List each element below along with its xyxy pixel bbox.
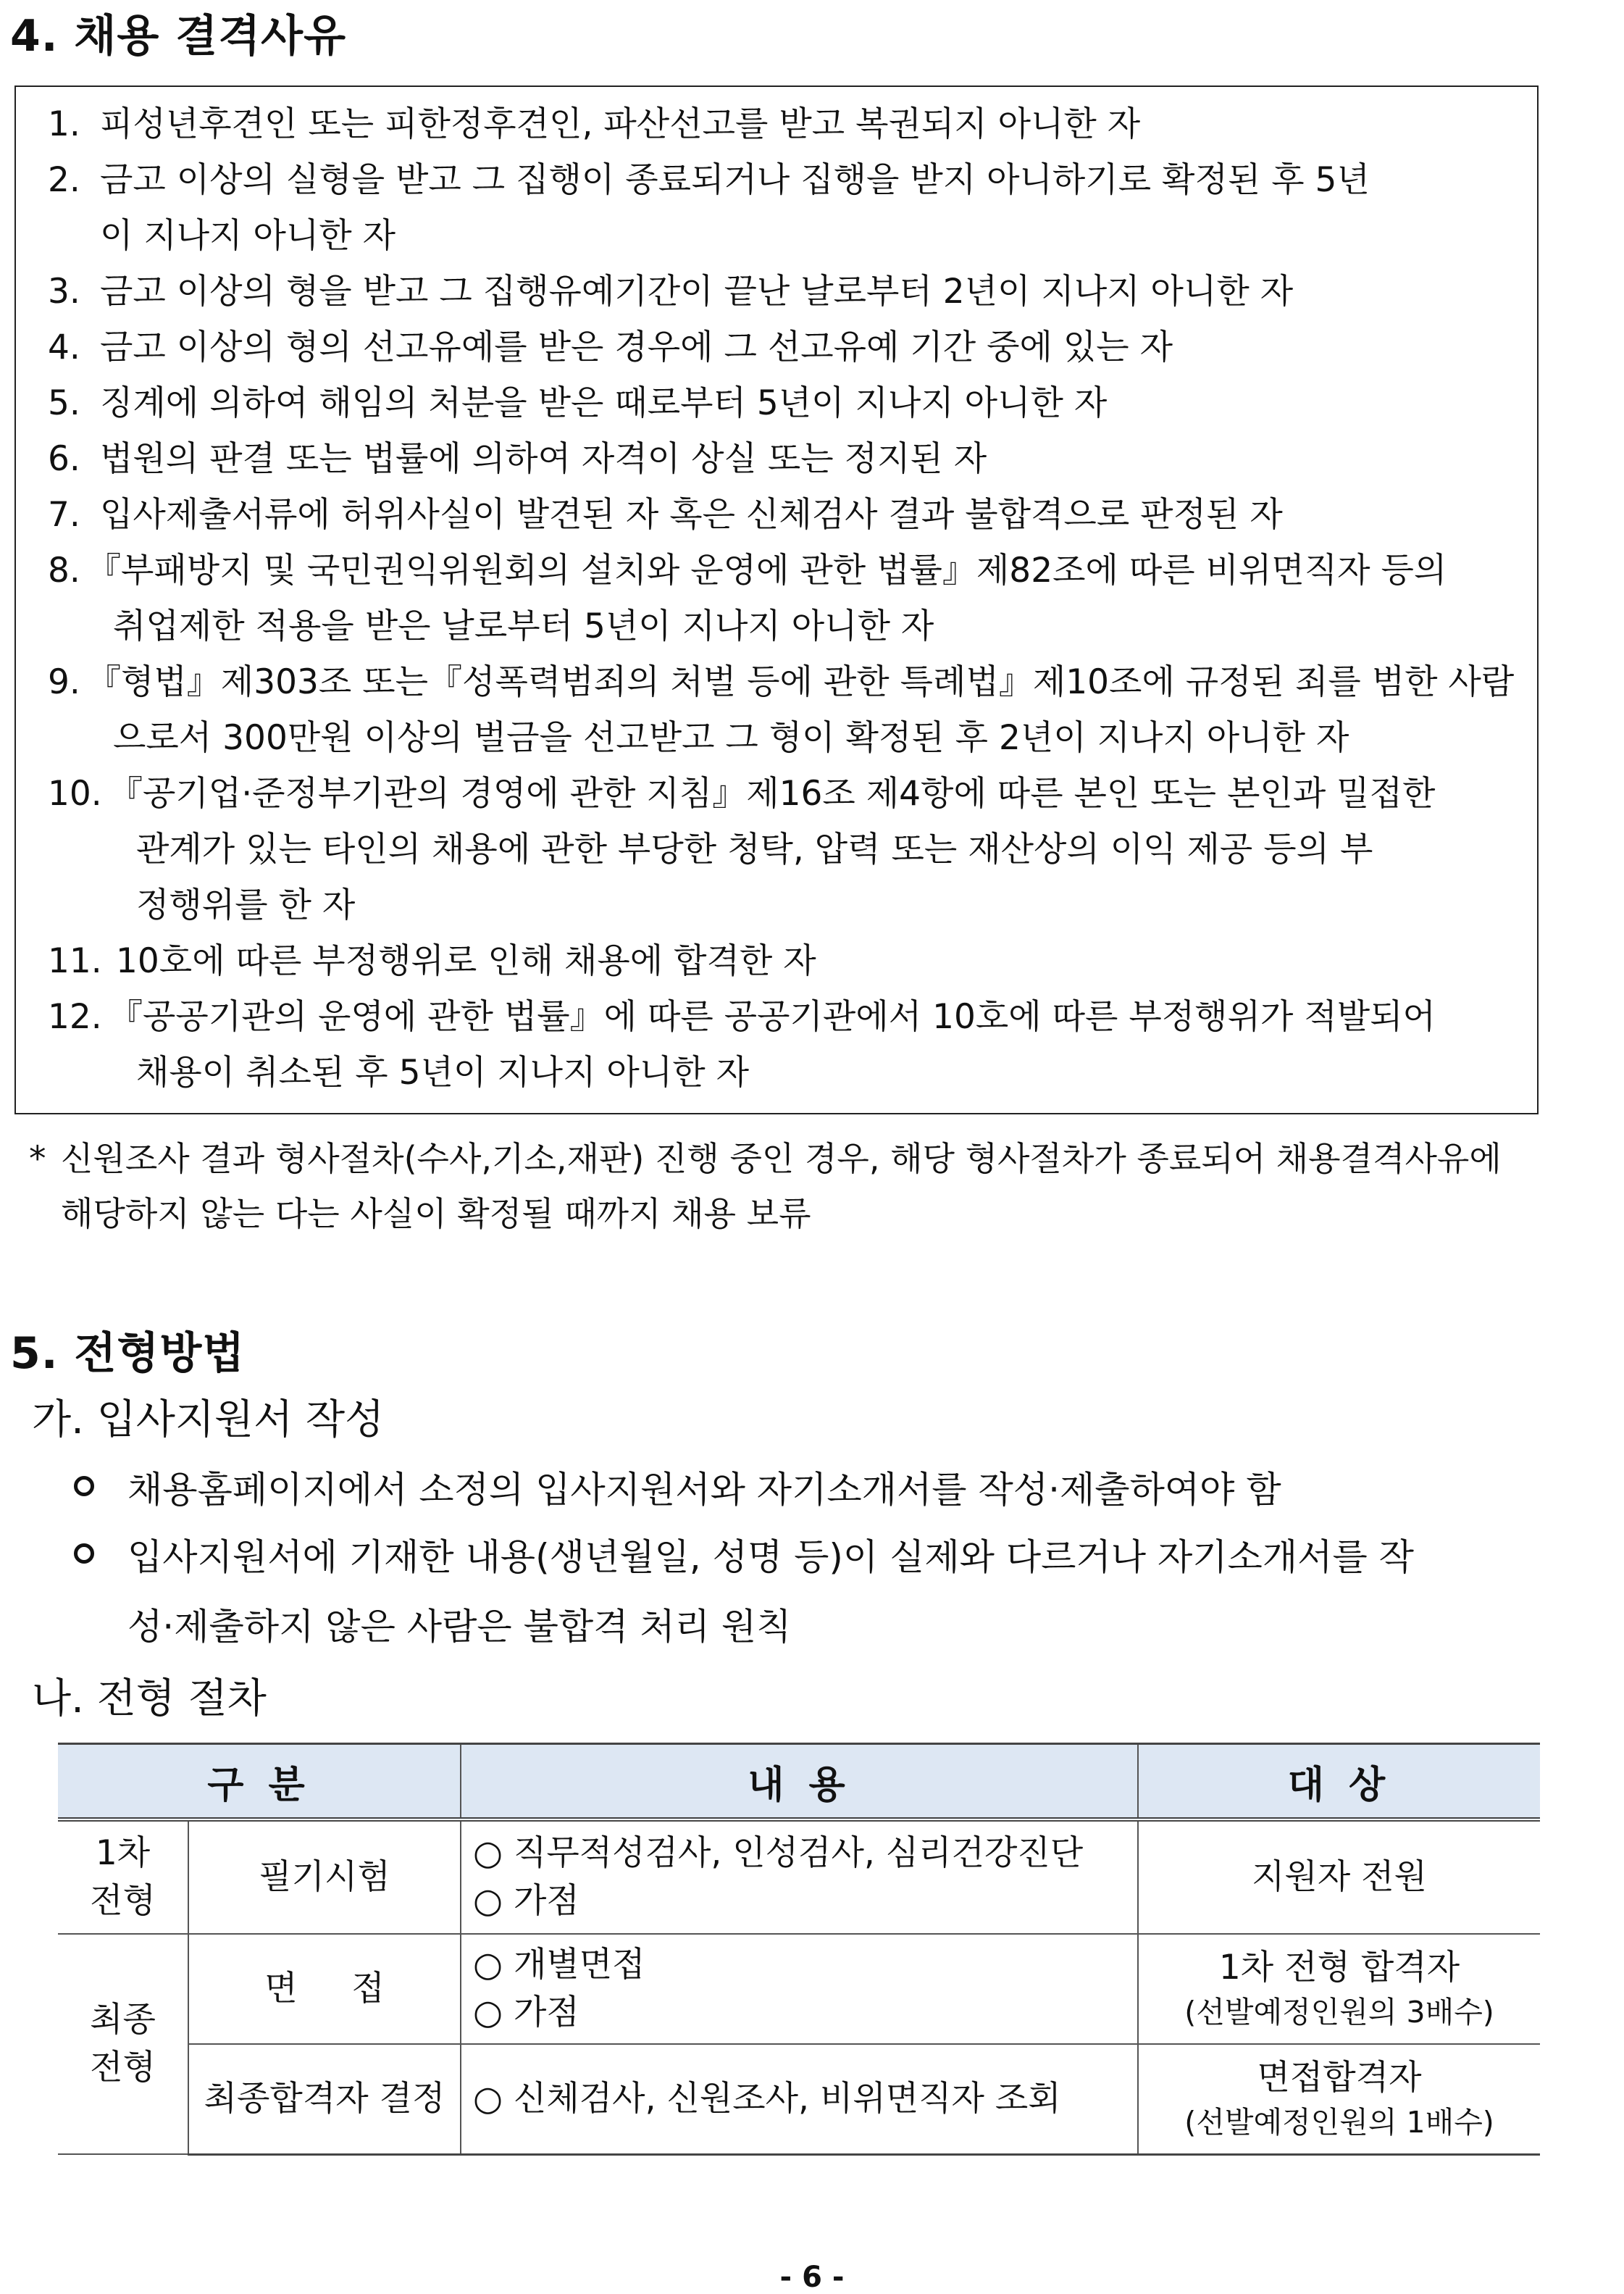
stage-content: ○ 개별면접 ○ 가점 [461, 1934, 1138, 2044]
list-item: 『공기업·준정부기관의 경영에 관한 지침』제16조 제4항에 따른 본인 또는 본인과 밀접한 [109, 774, 1436, 814]
stage-name: 면 접 [188, 1934, 461, 2044]
stage-target: 면접합격자 (선발예정인원의 1배수) [1138, 2044, 1540, 2154]
stage-content: ○ 신체검사, 신원조사, 비위면직자 조회 [461, 2044, 1138, 2154]
stage-target: 1차 전형 합격자 (선발예정인원의 3배수) [1138, 1934, 1540, 2044]
list-item-continuation: 이 지나지 아니한 자 [100, 216, 396, 256]
list-item-number: 4. [48, 328, 80, 367]
stage-name: 최종합격자 결정 [188, 2044, 461, 2154]
list-item: 금고 이상의 실형을 받고 그 집행이 종료되거나 집행을 받지 아니하기로 확정된 후 5년 [100, 160, 1370, 200]
list-item: 징계에 의하여 해임의 처분을 받은 때로부터 5년이 지나지 아니한 자 [100, 383, 1108, 423]
table-header-row [58, 1744, 1540, 1820]
note-asterisk: * [29, 1139, 46, 1179]
header-content: 내 용 [461, 1744, 1138, 1820]
stage-target: 지원자 전원 [1138, 1819, 1540, 1934]
list-item-number: 8. [48, 551, 80, 591]
list-item: 『형법』제303조 또는『성폭력범죄의 처벌 등에 관한 특례법』제10조에 규정된 죄를 범한 사람 [87, 662, 1515, 702]
bullet-item: 입사지원서에 기재한 내용(생년월일, 성명 등)이 실제와 다르거나 자기소개서를 작 [127, 1536, 1414, 1578]
stage-content: ○ 직무적성검사, 인성검사, 심리건강진단 ○ 가점 [461, 1819, 1138, 1934]
list-item: 10호에 따른 부정행위로 인해 채용에 합격한 자 [116, 941, 816, 981]
list-item: 『공공기관의 운영에 관한 법률』에 따른 공공기관에서 10호에 따른 부정행위가 적발되어 [109, 997, 1436, 1037]
subsection-b-title: 나. 전형 절차 [32, 1675, 267, 1722]
bullet-circle-icon [74, 1543, 94, 1564]
list-item-number: 2. [48, 160, 80, 200]
list-item-number: 11. [48, 941, 102, 981]
table-row [58, 1819, 1540, 1934]
list-item-number: 6. [48, 439, 80, 479]
list-item: 금고 이상의 형을 받고 그 집행유예기간이 끝난 날로부터 2년이 지나지 아니한 자 [100, 272, 1294, 312]
list-item-number: 7. [48, 495, 80, 535]
list-item-continuation: 취업제한 적용을 받은 날로부터 5년이 지나지 아니한 자 [113, 606, 934, 646]
list-item-number: 5. [48, 383, 80, 423]
list-item: 법원의 판결 또는 법률에 의하여 자격이 상실 또는 정지된 자 [100, 439, 987, 479]
list-item: 피성년후견인 또는 피한정후견인, 파산선고를 받고 복권되지 아니한 자 [100, 104, 1141, 144]
list-item-number: 1. [48, 104, 80, 144]
stage-name: 필기시험 [188, 1819, 461, 1934]
list-item-continuation: 관계가 있는 타인의 채용에 관한 부당한 청탁, 압력 또는 재산상의 이익 제공 등의 부 [136, 830, 1373, 869]
list-item: 금고 이상의 형의 선고유예를 받은 경우에 그 선고유예 기간 중에 있는 자 [100, 328, 1173, 367]
list-item-number: 10. [48, 774, 102, 814]
list-item-number: 9. [48, 662, 80, 702]
stage-label: 최종 전형 [58, 1934, 188, 2154]
list-item-continuation: 채용이 취소된 후 5년이 지나지 아니한 자 [136, 1053, 749, 1093]
header-category: 구 분 [58, 1744, 461, 1820]
table-row [58, 1934, 1540, 2044]
list-item-number: 12. [48, 997, 102, 1037]
list-item-continuation: 정행위를 한 자 [136, 885, 356, 925]
bullet-circle-icon [74, 1476, 94, 1496]
section-4-title: 4. 채용 결격사유 [10, 11, 347, 62]
stage-label: 1차 전형 [58, 1819, 188, 1934]
selection-procedure-table [58, 1743, 1540, 2156]
note-text: 신원조사 결과 형사절차(수사,기소,재판) 진행 중인 경우, 해당 형사절차가 종료되어 채용결격사유에 [61, 1139, 1502, 1178]
note-text-continuation: 해당하지 않는 다는 사실이 확정될 때까지 채용 보류 [61, 1194, 811, 1233]
bullet-item-continuation: 성·제출하지 않은 사람은 불합격 처리 원칙 [127, 1606, 792, 1648]
list-item-number: 3. [48, 272, 80, 312]
page-number: - 6 - [779, 2261, 845, 2294]
bullet-item: 채용홈페이지에서 소정의 입사지원서와 자기소개서를 작성·제출하여야 함 [127, 1469, 1281, 1511]
subsection-a-title: 가. 입사지원서 작성 [32, 1396, 385, 1443]
list-item: 입사제출서류에 허위사실이 발견된 자 혹은 신체검사 결과 불합격으로 판정된 자 [100, 495, 1283, 535]
section-5-title: 5. 전형방법 [10, 1328, 246, 1379]
header-target: 대 상 [1138, 1744, 1540, 1820]
list-item: 『부패방지 및 국민권익위원회의 설치와 운영에 관한 법률』제82조에 따른 비위면직자 등의 [87, 551, 1447, 591]
table-row [58, 2044, 1540, 2154]
list-item-continuation: 으로서 300만원 이상의 벌금을 선고받고 그 형이 확정된 후 2년이 지나지 아니한 자 [113, 718, 1349, 758]
